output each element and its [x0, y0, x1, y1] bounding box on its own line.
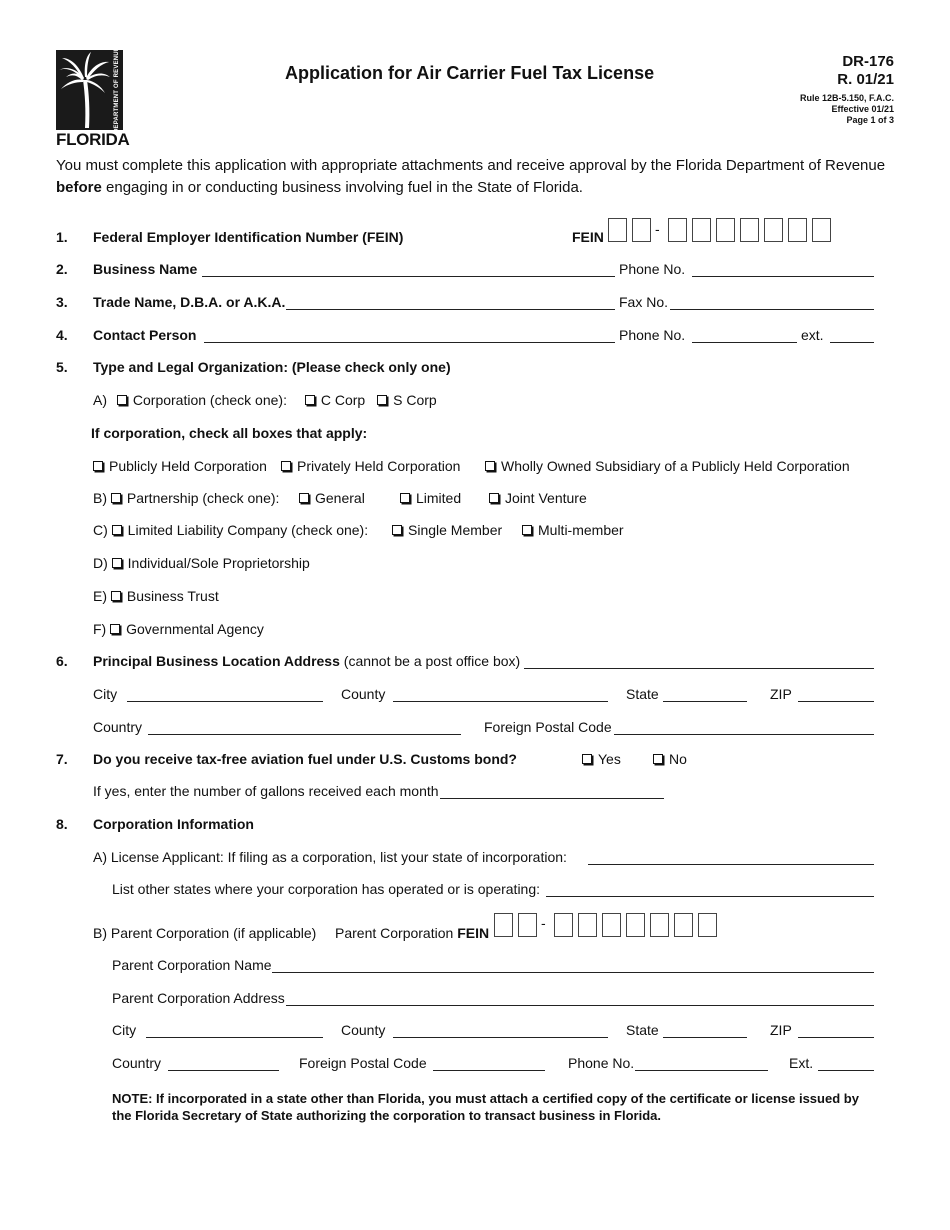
multi-member-checkbox[interactable]: [522, 525, 532, 535]
c-corp-checkbox[interactable]: [305, 395, 315, 405]
parent-corp-row: B) Parent Corporation (if applicable) Parent Corporation FEIN: [93, 925, 490, 941]
single-member-checkbox[interactable]: [392, 525, 402, 535]
private-corp-checkbox[interactable]: [281, 461, 291, 471]
fax-field[interactable]: [670, 309, 874, 310]
organization-label: Type and Legal Organization: (Please check only one): [93, 359, 451, 375]
section-7-customs-bond: 7. Do you receive tax-free aviation fuel under U.S. Customs bond? Yes No: [56, 751, 687, 767]
yes-checkbox[interactable]: [582, 754, 592, 764]
gallons-row: If yes, enter the number of gallons received each month: [56, 783, 874, 803]
fein-digit-box[interactable]: [740, 218, 759, 242]
fein-digit-box[interactable]: [632, 218, 651, 242]
fein-digit-box[interactable]: [764, 218, 783, 242]
option-e-business-trust: E) Business Trust: [93, 588, 219, 604]
corp-heading: If corporation, check all boxes that apply:: [91, 425, 368, 441]
zip-field[interactable]: [798, 701, 874, 702]
individual-checkbox[interactable]: [112, 558, 122, 568]
parent-state-field[interactable]: [663, 1037, 747, 1038]
parent-country-row: Country Foreign Postal Code Phone No. Ext.: [56, 1055, 874, 1075]
section-2-business-name: [56, 261, 874, 281]
fein-digit-box[interactable]: [608, 218, 627, 242]
fein-digit-box[interactable]: [716, 218, 735, 242]
fein-digit-box[interactable]: [812, 218, 831, 242]
logo-agency-text: DEPARTMENT OF REVENUE: [114, 46, 120, 134]
other-states-row: List other states where your corporation has operated or is operating:: [56, 881, 874, 901]
gallons-field[interactable]: [440, 798, 664, 799]
county-field[interactable]: [393, 701, 608, 702]
ext-label: ext.: [801, 327, 824, 343]
trade-name-label: Trade Name, D.B.A. or A.K.A.: [93, 294, 286, 310]
section-number: 6.: [56, 653, 68, 669]
parent-ext-field[interactable]: [818, 1070, 874, 1071]
section-3-trade-name: [56, 294, 874, 314]
section-number: 1.: [56, 229, 68, 245]
logo-state-text: FLORIDA: [56, 130, 130, 149]
partnership-checkbox[interactable]: [111, 493, 121, 503]
parent-country-field[interactable]: [168, 1070, 279, 1071]
palm-tree-icon: [56, 50, 112, 130]
option-d-individual: D) Individual/Sole Proprietorship: [93, 555, 310, 571]
parent-city-row: City County State ZIP: [56, 1022, 874, 1042]
fein-label: Federal Employer Identification Number (FEIN): [93, 229, 404, 245]
contact-person-field[interactable]: [204, 342, 615, 343]
form-number: DR-176: [842, 53, 894, 70]
parent-city-field[interactable]: [146, 1037, 323, 1038]
parent-postal-code-field[interactable]: [433, 1070, 545, 1071]
phone-label: Phone No.: [619, 327, 686, 343]
address-field[interactable]: [524, 668, 874, 669]
section-4-contact-person: [56, 327, 874, 347]
rule-reference: Rule 12B-5.150, F.A.C.: [799, 93, 894, 103]
section-5-organization: [56, 359, 874, 379]
corporation-checkbox[interactable]: [117, 395, 127, 405]
section-number: 7.: [56, 751, 68, 767]
government-agency-checkbox[interactable]: [110, 624, 120, 634]
corp-type-options: Publicly Held Corporation Privately Held Corporation Wholly Owned Subsidiary of a Publicly Held Corporation: [56, 458, 874, 478]
rule-block: [800, 93, 894, 126]
postal-code-field[interactable]: [614, 734, 874, 735]
fein-digit-box[interactable]: [692, 218, 711, 242]
parent-fein-digit-box[interactable]: [578, 913, 597, 937]
fein-box-label: FEIN: [572, 229, 604, 245]
contact-person-label: Contact Person: [93, 327, 197, 343]
section-number: 4.: [56, 327, 68, 343]
section-8-corporation: 8. Corporation Information: [56, 816, 254, 832]
city-field[interactable]: [127, 701, 323, 702]
other-states-field[interactable]: [546, 896, 874, 897]
section-number: 8.: [56, 816, 68, 832]
parent-fein-digit-box[interactable]: [554, 913, 573, 937]
business-trust-checkbox[interactable]: [111, 591, 121, 601]
business-name-label: Business Name: [93, 261, 198, 277]
parent-fein-digit-box[interactable]: [602, 913, 621, 937]
page-title: Application for Air Carrier Fuel Tax License: [285, 63, 655, 83]
fein-dash: -: [655, 221, 660, 237]
parent-county-field[interactable]: [393, 1037, 608, 1038]
form-revision: R. 01/21: [837, 71, 894, 88]
contact-ext-field[interactable]: [830, 342, 874, 343]
fein-digit-box[interactable]: [668, 218, 687, 242]
florida-dor-logo: [56, 46, 130, 149]
option-c-llc: C) Limited Liability Company (check one): Single Member Multi-member: [93, 522, 624, 538]
llc-checkbox[interactable]: [112, 525, 122, 535]
state-field[interactable]: [663, 701, 747, 702]
contact-phone-field[interactable]: [692, 342, 797, 343]
parent-zip-field[interactable]: [798, 1037, 874, 1038]
s-corp-checkbox[interactable]: [377, 395, 387, 405]
option-b-partnership: B) Partnership (check one): General Limited Joint Venture: [93, 490, 587, 506]
form-number-block: [837, 53, 894, 89]
parent-fein-digit-box[interactable]: [650, 913, 669, 937]
license-applicant-row: A) License Applicant: If filing as a corporation, list your state of incorporation:: [56, 849, 874, 869]
parent-address-field[interactable]: [286, 1005, 874, 1006]
option-f-government: F) Governmental Agency: [93, 621, 264, 637]
parent-fein-digit-box[interactable]: [494, 913, 513, 937]
joint-venture-checkbox[interactable]: [489, 493, 499, 503]
option-a-corporation: A) Corporation (check one): C Corp S Corp: [93, 392, 437, 408]
parent-fein-digit-box[interactable]: [626, 913, 645, 937]
public-corp-checkbox[interactable]: [93, 461, 103, 471]
parent-fein-digit-box[interactable]: [518, 913, 537, 937]
parent-fein-digit-box[interactable]: [674, 913, 693, 937]
phone-field[interactable]: [692, 276, 874, 277]
parent-name-row: Parent Corporation Name: [56, 957, 874, 977]
section-number: 2.: [56, 261, 68, 277]
incorporation-note: NOTE: If incorporated in a state other than Florida, you must attach a certified copy of the certificate or license issued by the Florida Secretary of State authorizing the corporation to transact business in Florida.: [112, 1091, 859, 1123]
section-6-location: 6. Principal Business Location Address (cannot be a post office box): [56, 653, 874, 673]
fein-digit-box[interactable]: [788, 218, 807, 242]
subsidiary-checkbox[interactable]: [485, 461, 495, 471]
location-city-row: City County State ZIP: [56, 686, 874, 706]
section-number: 3.: [56, 294, 68, 310]
page-number: Page 1 of 3: [846, 115, 894, 125]
trade-name-field[interactable]: [286, 309, 615, 310]
phone-label: Phone No.: [619, 261, 686, 277]
country-field[interactable]: [148, 734, 461, 735]
general-checkbox[interactable]: [299, 493, 309, 503]
location-country-row: Country Foreign Postal Code: [56, 719, 874, 739]
intro-paragraph: You must complete this application with appropriate attachments and receive approval by the Florida Department of Revenue before engaging in or conducting business involving fuel in the State of Florida.: [56, 157, 886, 196]
effective-date: Effective 01/21: [831, 104, 894, 114]
fax-label: Fax No.: [619, 294, 669, 310]
incorporation-state-field[interactable]: [588, 864, 874, 865]
logo-emblem: [56, 46, 123, 134]
parent-fein-digit-box[interactable]: [698, 913, 717, 937]
parent-address-row: Parent Corporation Address: [56, 990, 874, 1010]
parent-phone-field[interactable]: [635, 1070, 768, 1071]
section-number: 5.: [56, 359, 68, 375]
business-name-field[interactable]: [202, 276, 615, 277]
limited-checkbox[interactable]: [400, 493, 410, 503]
no-checkbox[interactable]: [653, 754, 663, 764]
parent-name-field[interactable]: [272, 972, 874, 973]
parent-fein-dash: -: [541, 915, 546, 931]
